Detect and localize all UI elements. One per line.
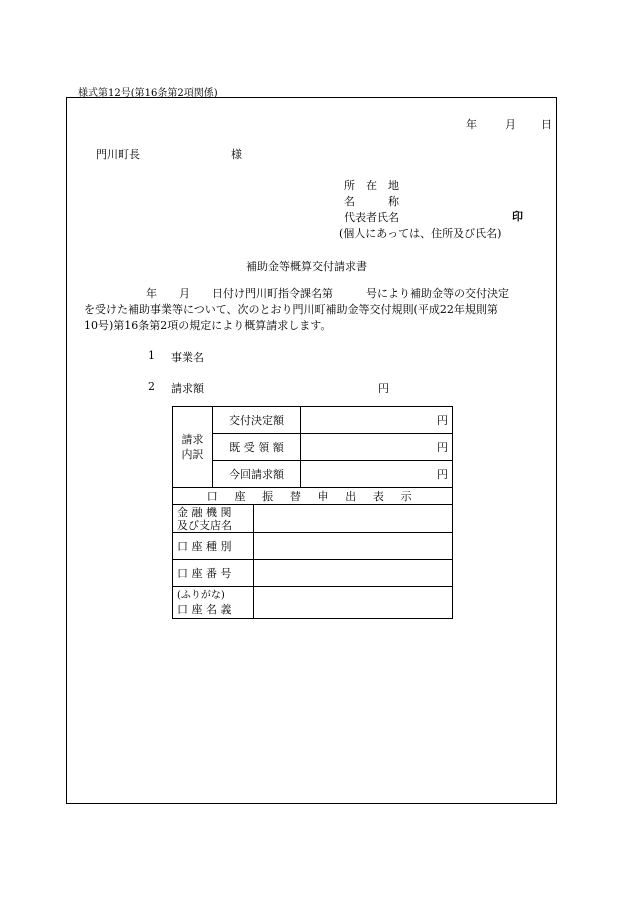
request-text-line1: 年 月 日付け門川町指令課名第 号により補助金等の交付決定 <box>146 287 509 300</box>
breakdown-header <box>173 407 213 488</box>
table-row <box>173 560 453 587</box>
breakdown-label: 交付決定額 <box>213 407 301 434</box>
amount-field[interactable]: 円 <box>301 434 453 461</box>
amount-field[interactable]: 円 <box>301 407 453 434</box>
item-label: 事業名 <box>171 351 204 364</box>
breakdown-label: 今回請求額 <box>213 461 301 488</box>
addressee-honorific: 様 <box>231 148 242 161</box>
date-year: 年 <box>466 118 477 131</box>
breakdown-header-line1: 請求 <box>181 433 204 446</box>
request-text-line2: を受けた補助事業等について、次のとおり門川町補助金等交付規則(平成22年規則第 <box>84 303 498 316</box>
bank-label <box>173 505 254 533</box>
form-number: 様式第12号(第16条第2項関係) <box>78 88 218 99</box>
address-label: 所 在 地 <box>344 179 399 192</box>
table-row <box>173 587 453 619</box>
breakdown-label: 既 受 領 額 <box>213 434 301 461</box>
bank-field[interactable] <box>254 560 453 587</box>
item-number: 1 <box>148 349 155 362</box>
request-text-line3: 10号)第16条第2項の規定により概算請求します。 <box>84 319 332 332</box>
breakdown-header-line2: 内訳 <box>181 448 204 461</box>
document-title: 補助金等概算交付請求書 <box>246 260 367 273</box>
amount-field[interactable]: 円 <box>301 461 453 488</box>
table-row <box>173 505 453 533</box>
table-row <box>173 407 453 434</box>
item-label: 請求額 <box>171 382 204 395</box>
table-row <box>173 533 453 560</box>
bank-label <box>173 587 254 619</box>
addressee-name: 門川町長 <box>96 148 140 161</box>
bank-header: 口 座 振 替 申 出 表 示 <box>173 488 453 505</box>
request-breakdown-table <box>172 406 453 619</box>
date-month: 月 <box>505 118 516 131</box>
bank-field[interactable] <box>254 533 453 560</box>
bank-label: 口 座 番 号 <box>173 560 254 587</box>
item-value: 円 <box>378 382 389 395</box>
table-row <box>173 488 453 505</box>
bank-label-line1: (ふりがな) <box>177 589 225 601</box>
table-row <box>173 434 453 461</box>
bank-field[interactable] <box>254 505 453 533</box>
table-row <box>173 461 453 488</box>
bank-label-line2: 口 座 名 義 <box>177 602 232 616</box>
bank-field[interactable] <box>254 587 453 619</box>
representative-label: 代表者氏名 <box>344 211 399 224</box>
individual-note: (個人にあっては、住所及び氏名) <box>339 227 502 240</box>
bank-label-line2: 及び支店名 <box>177 518 232 532</box>
bank-label: 口 座 種 別 <box>173 533 254 560</box>
date-day: 日 <box>541 118 552 131</box>
item-number: 2 <box>148 380 155 393</box>
seal-mark: 印 <box>512 210 523 223</box>
name-label: 名 称 <box>344 195 399 208</box>
bank-label-line1: 金 融 機 関 <box>177 505 232 519</box>
